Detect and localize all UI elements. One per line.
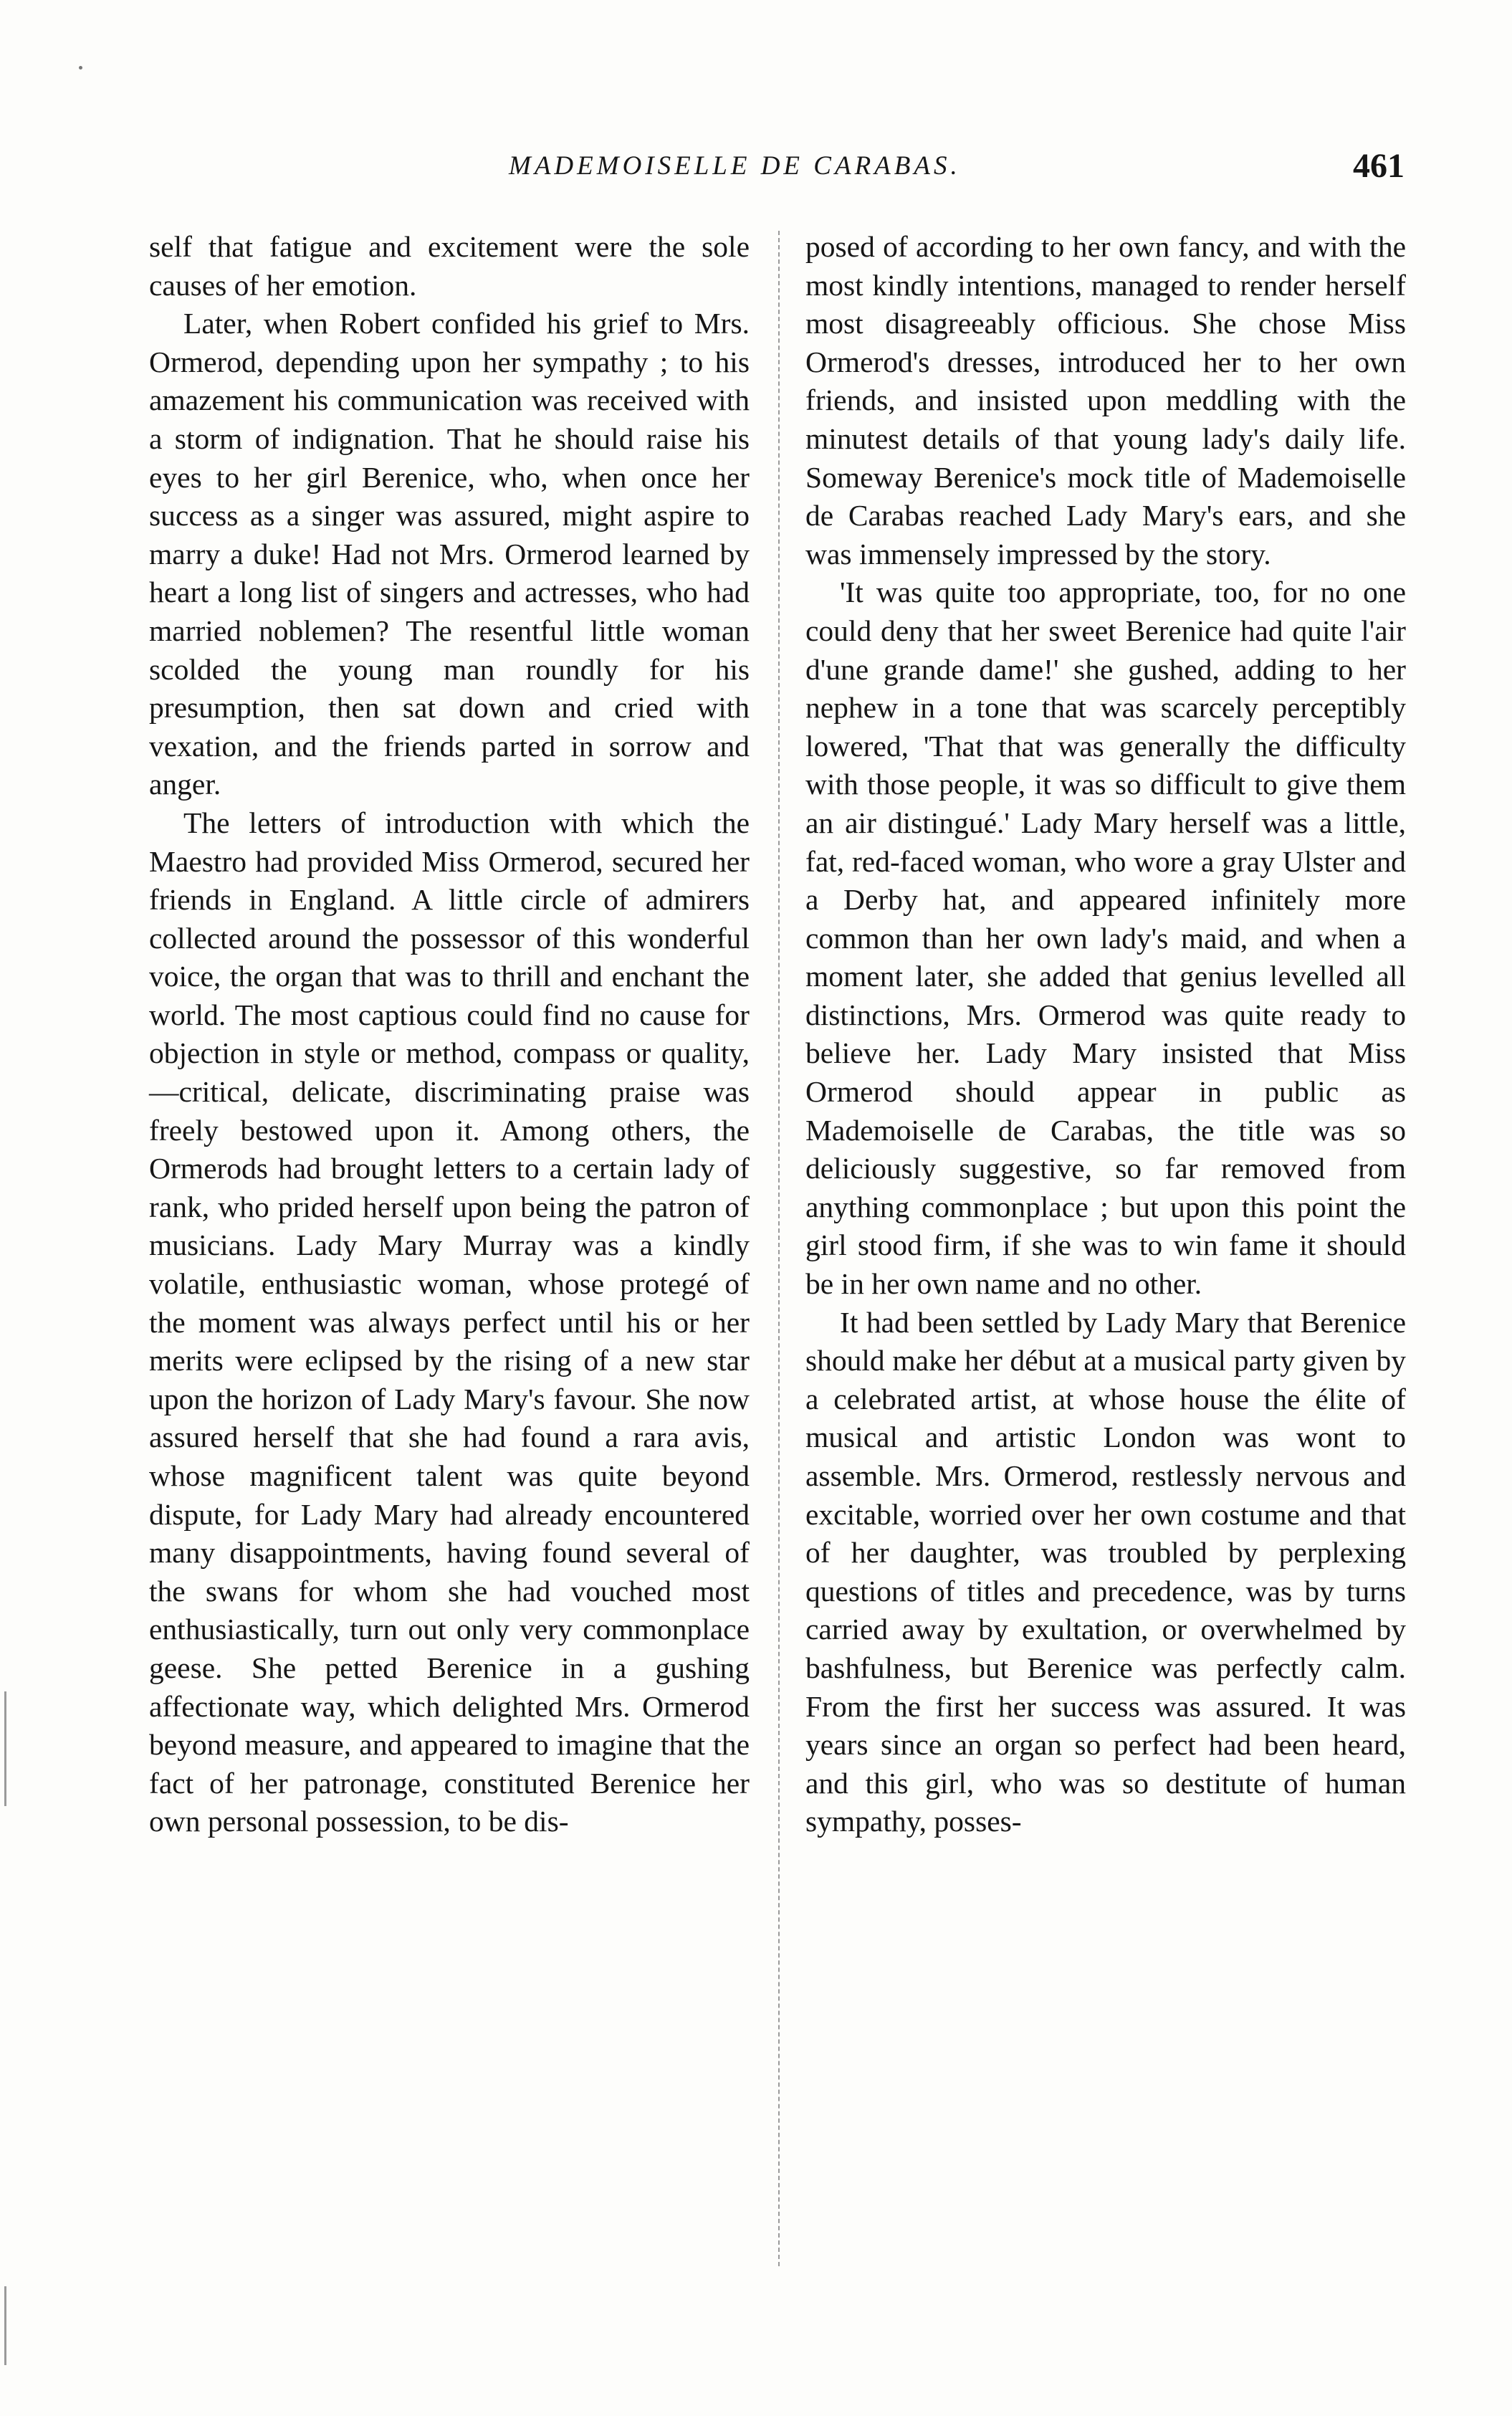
page-number: 461 bbox=[1353, 147, 1405, 185]
paragraph: 'It was quite too appropriate, too, for no one could deny that her sweet Berenice had quite l'air d'une grande dame!' she gushed, adding to her nephew in a tone that was scarcely perceptibly lowered, 'That that was generally the difficulty with those people, it was so difficult to give them an air distingué.' Lady Mary herself was a little, fat, red-faced woman, who wore a gray Ulster and a Derby hat, and appeared infinitely more common than her own lady's maid, and when a moment later, she added that genius levelled all distinctions, Mrs. Ormerod was quite ready to believe her. Lady Mary insisted that Miss Ormerod should appear in public as Mademoiselle de Carabas, the title was so deliciously suggestive, so far removed from anything commonplace ; but upon this point the girl stood firm, if she was to win fame it should be in her own name and no other. bbox=[805, 576, 1406, 1301]
paragraph-continued: self that fatigue and excitement were the sole causes of her emotion. bbox=[149, 230, 750, 302]
paragraph: Later, when Robert confided his grief to Mrs. Ormerod, depending upon her sympathy ; to his amazement his communication was received with a storm of indignation. That he should raise his eyes to her girl Berenice, who, when once her success as a singer was assured, might aspire to marry a duke! Had not Mrs. Ormerod learned by heart a long list of singers and actresses, who had married noblemen? The resentful little woman scolded the young man roundly for his presumption, then sat down and cried with vexation, and the friends parted in sorrow and anger. bbox=[149, 307, 750, 801]
paragraph: It had been settled by Lady Mary that Berenice should make her début at a musical party given by a celebrated artist, at whose house the élite of musical and artistic London was wont to assemble. Mrs. Ormerod, restlessly nervous and excitable, worried over her own costume and that of her daughter, was troubled by perplexing questions of titles and precedence, was by turns carried away by exultation, or overwhelmed by bashfulness, but Berenice was perfectly calm. From the first her success was assured. It was years since an organ so perfect had been heard, and this girl, who was so destitute of human sympathy, posses- bbox=[805, 1305, 1406, 1838]
paragraph: The letters of introduction with which the Maestro had provided Miss Ormerod, secured her friends in England. A little circle of admirers collected around the possessor of this wonderful voice, the organ that was to thrill and enchant the world. The most captious could find no cause for objection in style or method, compass or quality,—critical, delicate, discriminating praise was freely bestowed upon it. Among others, the Ormerods had brought letters to a certain lady of rank, who prided herself upon being the patron of musicians. Lady Mary Murray was a kindly volatile, enthusiastic woman, whose protegé of the moment was always perfect until his or her merits were eclipsed by the rising of a new star upon the horizon of Lady Mary's favour. She now assured herself that she had found a rara avis, whose magnificent talent was quite beyond dispute, for Lady Mary had already encountered many disappointments, having found several of the swans for whom she had vouched most enthusiastically, turn out only very commonplace geese. She petted Berenice in a gushing affectionate way, which delighted Mrs. Ormerod beyond measure, and appeared to imagine that the fact of her patronage, constituted Berenice her own personal possession, to be dis- bbox=[149, 806, 750, 1838]
paper-speck bbox=[79, 66, 82, 70]
text-column-right bbox=[805, 228, 1406, 1841]
page-edge-mark bbox=[4, 1691, 6, 1806]
running-title: MADEMOISELLE DE CARABAS. bbox=[509, 151, 961, 181]
page-edge-mark bbox=[4, 2286, 6, 2365]
column-divider bbox=[778, 231, 780, 2266]
paragraph-continued: posed of according to her own fancy, and with the most kindly intentions, managed to render herself most disagreeably officious. She chose Miss Ormerod's dresses, introduced her to her own friends, and insisted upon meddling with the minutest details of that young lady's daily life. Someway Berenice's mock title of Mademoiselle de Carabas reached Lady Mary's ears, and she was immensely impressed by the story. bbox=[805, 230, 1406, 570]
text-column-left bbox=[149, 228, 750, 1841]
running-head bbox=[143, 147, 1405, 201]
